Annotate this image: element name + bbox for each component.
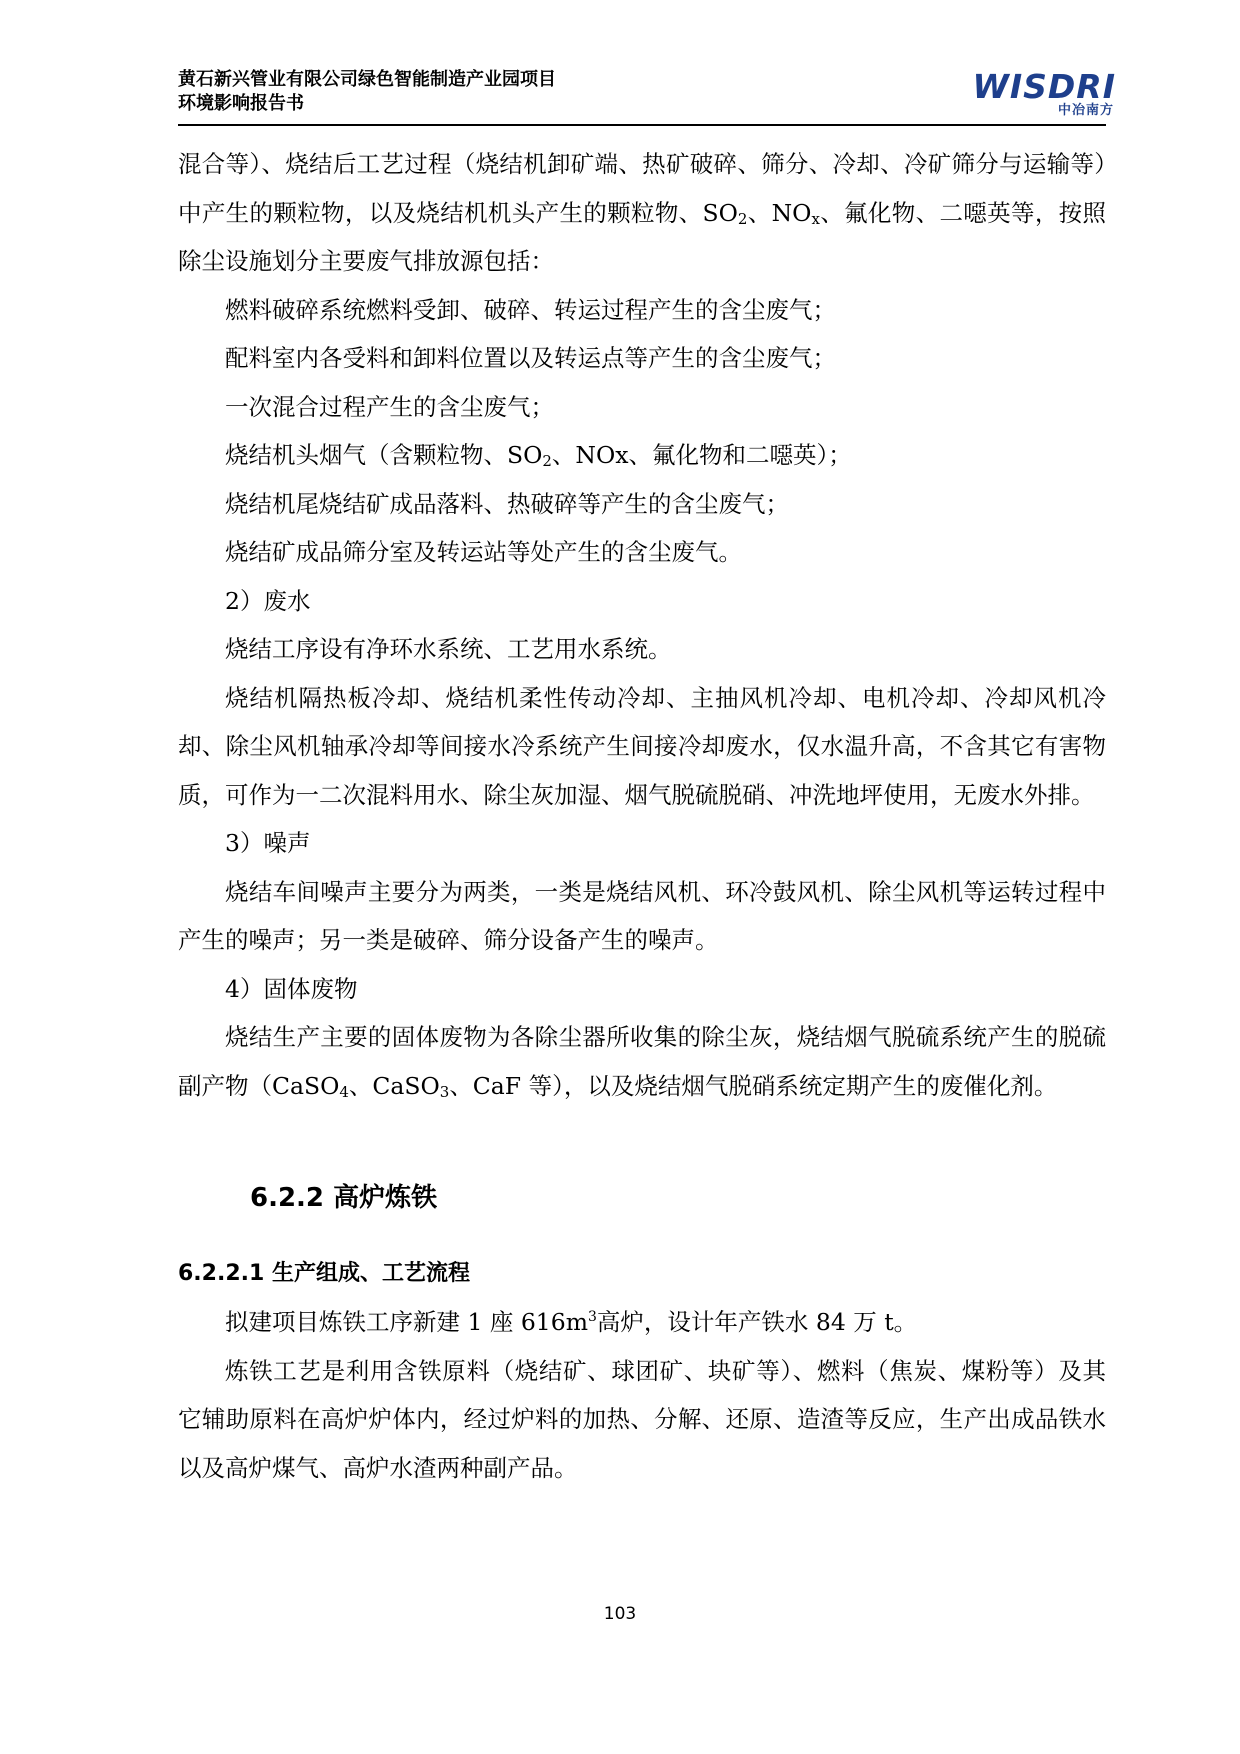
header-title-line1: 黄石新兴管业有限公司绿色智能制造产业园项目	[178, 69, 556, 90]
paragraph-cooling-water: 烧结机隔热板冷却、烧结机柔性传动冷却、主抽风机冷却、电机冷却、冷却风机冷却、除尘风机轴承冷却等间接水冷系统产生间接冷却废水，仅水温升高，不含其它有害物质，可作为一二次混料用水、除尘灰加湿、烟气脱硫脱硝、冲洗地坪使用，无废水外排。	[178, 683, 1106, 809]
paragraph-noise: 烧结车间噪声主要分为两类，一类是烧结风机、环冷鼓风机、除尘风机等运转过程中产生的噪声；另一类是破碎、筛分设备产生的噪声。	[178, 877, 1106, 954]
paragraph-ironmaking-process: 炼铁工艺是利用含铁原料（烧结矿、球团矿、块矿等）、燃料（焦炭、煤粉等）及其它辅助原料在高炉炉体内，经过炉料的加热、分解、还原、造渣等反应，生产出成品铁水以及高炉煤气、高炉水渣两种副产品。	[178, 1356, 1106, 1482]
list-item-fuel-crushing: 燃料破碎系统燃料受卸、破碎、转运过程产生的含尘废气；	[225, 295, 836, 324]
subheading-wastewater: 2）废水	[225, 586, 311, 615]
list-item-batching-room: 配料室内各受料和卸料位置以及转运点等产生的含尘废气；	[225, 344, 836, 372]
section-spacer	[178, 1110, 1106, 1176]
list-item-tail-discharge: 烧结机尾烧结矿成品落料、热破碎等产生的含尘废气；	[225, 489, 789, 518]
list-item-screening-room: 烧结矿成品筛分室及转运站等处产生的含尘废气。	[225, 538, 742, 566]
logo-wordmark: WISDRI	[972, 67, 1116, 106]
company-logo	[956, 67, 1116, 118]
subsection-heading-production: 6.2.2.1 生产组成、工艺流程	[178, 1261, 470, 1286]
list-item-head-flue-gas: 烧结机头烟气（含颗粒物、$SO_2$、NOx、氟化物和二噁英）；	[225, 441, 852, 470]
page-body	[178, 140, 1106, 1492]
header-divider	[178, 124, 1106, 126]
paragraph-emission-intro: 混合等）、烧结后工艺过程（烧结机卸矿端、热矿破碎、筛分、冷却、冷矿筛分与运输等）中产生的颗粒物，以及烧结机机头产生的颗粒物、$SO_2$、$NO_x$、氟化物、二噁英等，按照除尘设施划分主要废气排放源包括：	[178, 150, 1106, 275]
header-title-line2: 环境影响报告书	[178, 93, 304, 114]
subheading-solid-waste: 4）固体废物	[225, 974, 358, 1003]
section-heading-blast-furnace: 6.2.2 高炉炼铁	[250, 1183, 438, 1213]
list-item-primary-mixing: 一次混合过程产生的含尘废气；	[225, 392, 554, 421]
paragraph-water-systems: 烧结工序设有净环水系统、工艺用水系统。	[225, 635, 672, 663]
logo-chinese-name: 中冶南方	[1057, 103, 1114, 118]
subheading-noise: 3）噪声	[225, 829, 311, 857]
paragraph-solid-waste: 烧结生产主要的固体废物为各除尘器所收集的除尘灰，烧结烟气脱硫系统产生的脱硫副产物（CaSO$_4$、CaSO$_3$、CaF 等），以及烧结烟气脱硝系统定期产生的废催化剂。	[178, 1023, 1106, 1101]
paragraph-furnace-capacity: 拟建项目炼铁工序新建 1 座 $616m^3$高炉，设计年产铁水 84 万 t。	[225, 1308, 918, 1336]
page-number: 103	[603, 1604, 637, 1624]
section-spacer-small	[178, 1220, 1106, 1250]
